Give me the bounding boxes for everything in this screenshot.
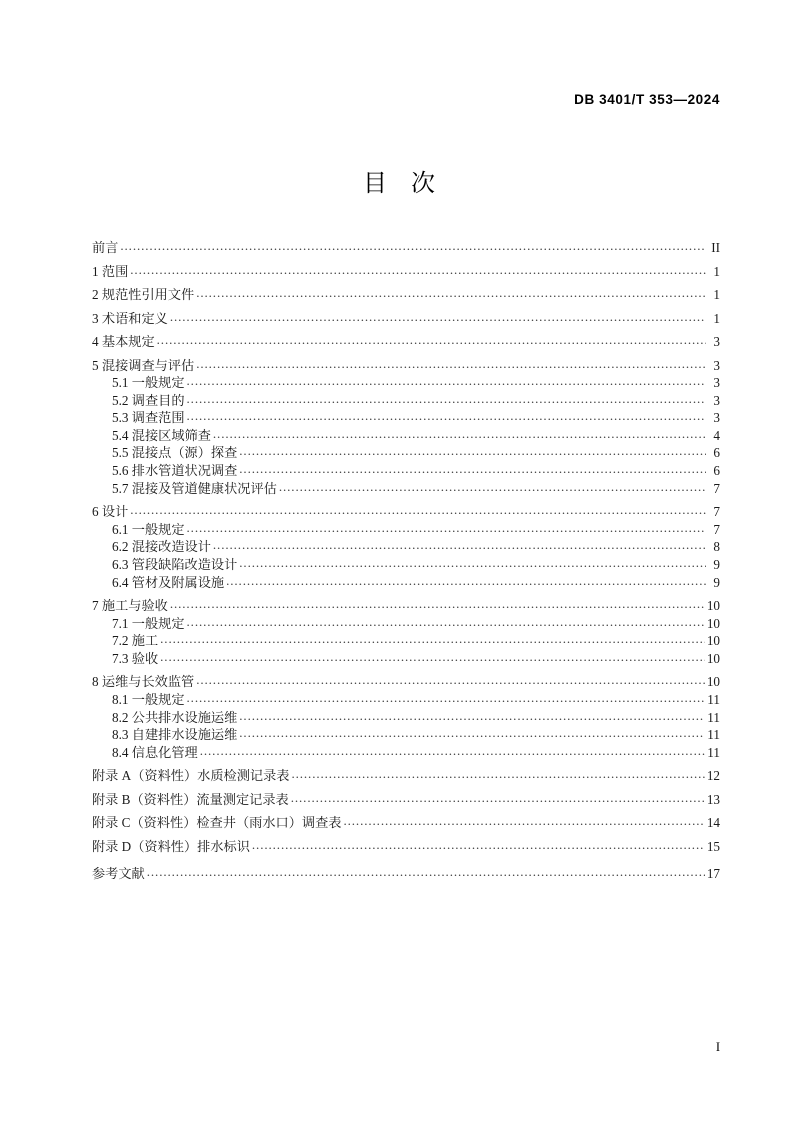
toc-entry-page-number: 10 [706, 674, 720, 690]
toc-entry-page-number: 3 [713, 357, 720, 373]
toc-entry-page-number: 8 [713, 539, 720, 555]
toc-entry-page-number: 3 [713, 392, 720, 408]
toc-entry-page-number: 3 [713, 375, 720, 391]
toc-entry-label: 参考文献 [92, 865, 145, 881]
toc-entry-page-number: 15 [706, 838, 720, 854]
toc-dot-leader [239, 711, 705, 724]
toc-entry[interactable] [92, 839, 720, 854]
toc-dot-leader [279, 482, 706, 495]
toc-entry-page-number: 3 [713, 334, 720, 349]
toc-entry-label: 8.3 自建排水设施运维 [112, 727, 238, 743]
toc-entry-label: 8.2 公共排水设施运维 [112, 709, 238, 725]
toc-entry-label: 6.4 管材及附属设施 [112, 574, 225, 590]
toc-entry[interactable] [92, 539, 720, 554]
toc-dot-leader [239, 728, 705, 741]
page-title-char-2: 次 [411, 171, 437, 197]
toc-entry[interactable] [92, 481, 720, 496]
toc-dot-leader [200, 746, 706, 759]
toc-entry-page-number: 6 [713, 463, 720, 479]
table-of-contents [92, 240, 720, 881]
toc-entry-label: 5.3 调查范围 [112, 410, 185, 426]
toc-entry[interactable] [92, 311, 720, 326]
toc-entry-label: 3 术语和定义 [92, 310, 168, 326]
toc-entry[interactable] [92, 428, 720, 443]
toc-entry-page-number: 4 [713, 427, 720, 443]
toc-entry-label: 7.3 验收 [112, 650, 159, 666]
toc-entry[interactable] [92, 445, 720, 460]
toc-entry[interactable] [92, 463, 720, 478]
toc-dot-leader [170, 312, 706, 325]
toc-entry[interactable] [92, 616, 720, 631]
toc-entry-label: 6.3 管段缺陷改造设计 [112, 556, 238, 572]
toc-dot-leader [196, 288, 706, 301]
toc-entry[interactable] [92, 287, 720, 302]
toc-entry-label: 附录 A（资料性）水质检测记录表 [92, 768, 290, 784]
toc-entry-page-number: 1 [713, 310, 720, 326]
toc-dot-leader [226, 576, 706, 589]
toc-entry-label: 6.2 混接改造设计 [112, 539, 211, 555]
toc-dot-leader [130, 265, 706, 278]
toc-entry[interactable] [92, 358, 720, 373]
toc-entry-page-number: 1 [713, 263, 720, 279]
toc-entry-label: 6.1 一般规定 [112, 521, 185, 537]
toc-entry-label: 8 运维与长效监管 [92, 674, 195, 690]
toc-dot-leader [160, 652, 705, 665]
toc-entry[interactable] [92, 866, 720, 881]
toc-entry[interactable] [92, 557, 720, 572]
footer-page-number: I [715, 1040, 720, 1054]
toc-entry[interactable] [92, 792, 720, 807]
toc-dot-leader [187, 411, 706, 424]
toc-entry[interactable] [92, 768, 720, 783]
toc-entry[interactable] [92, 264, 720, 279]
toc-entry[interactable] [92, 815, 720, 830]
toc-entry[interactable] [92, 674, 720, 689]
toc-dot-leader [239, 446, 706, 459]
toc-dot-leader [187, 523, 706, 536]
toc-entry-label: 8.1 一般规定 [112, 691, 185, 707]
toc-entry-page-number: 7 [713, 521, 720, 537]
toc-dot-leader [187, 394, 706, 407]
toc-dot-leader [239, 464, 706, 477]
toc-entry-page-number: 9 [713, 556, 720, 572]
toc-entry-label: 4 基本规定 [92, 334, 155, 349]
toc-entry[interactable] [92, 375, 720, 390]
toc-entry-label: 6 设计 [92, 504, 129, 520]
toc-dot-leader [213, 540, 706, 553]
toc-entry[interactable] [92, 240, 720, 255]
toc-entry-label: 1 范围 [92, 263, 129, 279]
toc-entry-page-number: II [711, 240, 720, 255]
toc-entry[interactable] [92, 575, 720, 590]
toc-dot-leader [170, 599, 705, 612]
toc-dot-leader [160, 634, 705, 647]
toc-dot-leader [196, 675, 705, 688]
toc-dot-leader [213, 429, 706, 442]
toc-dot-leader [120, 241, 706, 254]
toc-entry-page-number: 9 [713, 574, 720, 590]
toc-dot-leader [239, 558, 706, 571]
toc-dot-leader [147, 867, 705, 880]
toc-entry-label: 5.7 混接及管道健康状况评估 [112, 480, 277, 496]
toc-entry[interactable] [92, 651, 720, 666]
toc-entry-label: 8.4 信息化管理 [112, 744, 198, 760]
toc-dot-leader [187, 376, 706, 389]
toc-entry-label: 7.2 施工 [112, 633, 159, 649]
toc-entry-label: 5.5 混接点（源）探查 [112, 445, 238, 461]
toc-entry[interactable] [92, 504, 720, 519]
toc-entry-page-number: 6 [713, 445, 720, 461]
toc-entry-label: 7 施工与验收 [92, 598, 168, 614]
page-footer [80, 1040, 720, 1055]
toc-entry[interactable] [92, 745, 720, 760]
toc-entry[interactable] [92, 598, 720, 613]
toc-entry-page-number: 10 [706, 633, 720, 649]
toc-entry-page-number: 10 [706, 615, 720, 631]
page-header [80, 92, 720, 107]
toc-dot-leader [187, 693, 706, 706]
toc-entry[interactable] [92, 633, 720, 648]
toc-dot-leader [291, 793, 705, 806]
toc-dot-leader [187, 617, 705, 630]
toc-dot-leader [130, 505, 706, 518]
toc-entry-page-number: 1 [713, 287, 720, 302]
toc-entry-label: 5.2 调查目的 [112, 392, 185, 408]
toc-entry-label: 5.4 混接区域筛查 [112, 427, 211, 443]
toc-entry-label: 5.6 排水管道状况调查 [112, 463, 238, 479]
toc-entry[interactable] [92, 522, 720, 537]
toc-entry-page-number: 7 [713, 480, 720, 496]
toc-entry-label: 附录 B（资料性）流量测定记录表 [92, 791, 289, 807]
toc-entry-page-number: 12 [706, 768, 720, 784]
toc-entry-page-number: 10 [706, 598, 720, 614]
toc-entry-label: 5 混接调查与评估 [92, 357, 195, 373]
toc-entry[interactable] [92, 710, 720, 725]
toc-entry[interactable] [92, 393, 720, 408]
toc-entry-label: 前言 [92, 240, 119, 255]
toc-entry-label: 附录 C（资料性）检查井（雨水口）调查表 [92, 815, 342, 831]
toc-entry-page-number: 3 [713, 410, 720, 426]
toc-entry[interactable] [92, 334, 720, 349]
toc-entry-page-number: 17 [706, 865, 720, 881]
toc-entry[interactable] [92, 692, 720, 707]
toc-entry-page-number: 10 [706, 650, 720, 666]
toc-dot-leader [343, 816, 704, 829]
toc-entry-label: 7.1 一般规定 [112, 615, 185, 631]
toc-dot-leader [157, 335, 706, 348]
toc-entry-page-number: 11 [707, 709, 720, 725]
toc-entry-label: 5.1 一般规定 [112, 375, 185, 391]
toc-dot-leader [252, 840, 705, 853]
toc-entry[interactable] [92, 727, 720, 742]
toc-entry-page-number: 7 [713, 504, 720, 520]
toc-entry-page-number: 11 [707, 691, 720, 707]
toc-entry-page-number: 11 [707, 727, 720, 743]
toc-dot-leader [291, 769, 704, 782]
standard-number: DB 3401/T 353—2024 [574, 92, 720, 107]
toc-entry-label: 附录 D（资料性）排水标识 [92, 838, 250, 854]
page-title [0, 163, 800, 198]
toc-entry-label: 2 规范性引用文件 [92, 287, 195, 302]
toc-dot-leader [196, 359, 706, 372]
page-title-char-1: 目 [363, 171, 389, 197]
toc-entry-page-number: 13 [706, 791, 720, 807]
toc-entry-page-number: 11 [707, 744, 720, 760]
toc-entry-page-number: 14 [706, 815, 720, 831]
toc-entry[interactable] [92, 410, 720, 425]
